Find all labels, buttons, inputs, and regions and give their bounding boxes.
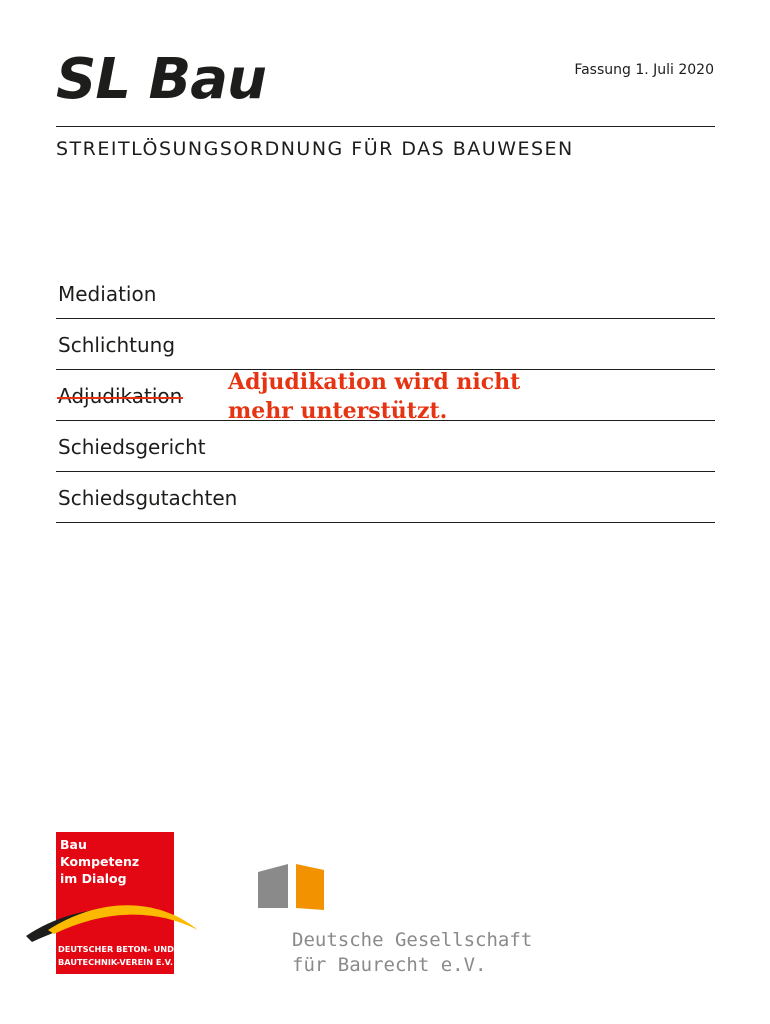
dgfb-name-line-1: Deutsche Gesellschaft: [292, 929, 533, 951]
procedure-label: Schiedsgutachten: [58, 486, 238, 510]
dgfb-name-line-2: für Baurecht e.V.: [292, 954, 487, 976]
annotation-note: [228, 368, 520, 426]
edition-date: Fassung 1. Juli 2020: [574, 62, 714, 78]
annotation-line-1: Adjudikation wird nicht: [228, 369, 521, 395]
procedure-label: Schlichtung: [58, 333, 176, 357]
dbv-logo-line-3: im Dialog: [60, 871, 127, 886]
procedure-label-struck: Adjudikation: [58, 384, 183, 408]
list-item-mediation: [56, 268, 715, 319]
dbv-logo-footer-1: DEUTSCHER BETON- UND: [58, 944, 174, 954]
dbv-logo: [24, 832, 200, 974]
procedure-label: Mediation: [58, 282, 157, 306]
list-item-schiedsgericht: [56, 421, 715, 472]
list-item-schiedsgutachten: [56, 472, 715, 523]
procedure-label: Schiedsgericht: [58, 435, 206, 459]
list-item-schlichtung: [56, 319, 715, 370]
dbv-logo-line-1: Bau: [60, 837, 87, 852]
annotation-line-2: mehr unterstützt.: [228, 398, 448, 424]
title-divider: [56, 126, 715, 127]
dgfb-name: [292, 928, 532, 978]
document-title: SL Bau: [56, 47, 266, 112]
dbv-logo-footer-2: BAUTECHNIK-VEREIN E.V.: [58, 957, 174, 967]
dgfb-logo-orange-block: [296, 864, 324, 910]
dbv-logo-line-2: Kompetenz: [60, 854, 140, 869]
document-subtitle: STREITLÖSUNGSORDNUNG FÜR DAS BAUWESEN: [56, 138, 574, 160]
dgfb-logo-gray-block: [258, 864, 288, 908]
